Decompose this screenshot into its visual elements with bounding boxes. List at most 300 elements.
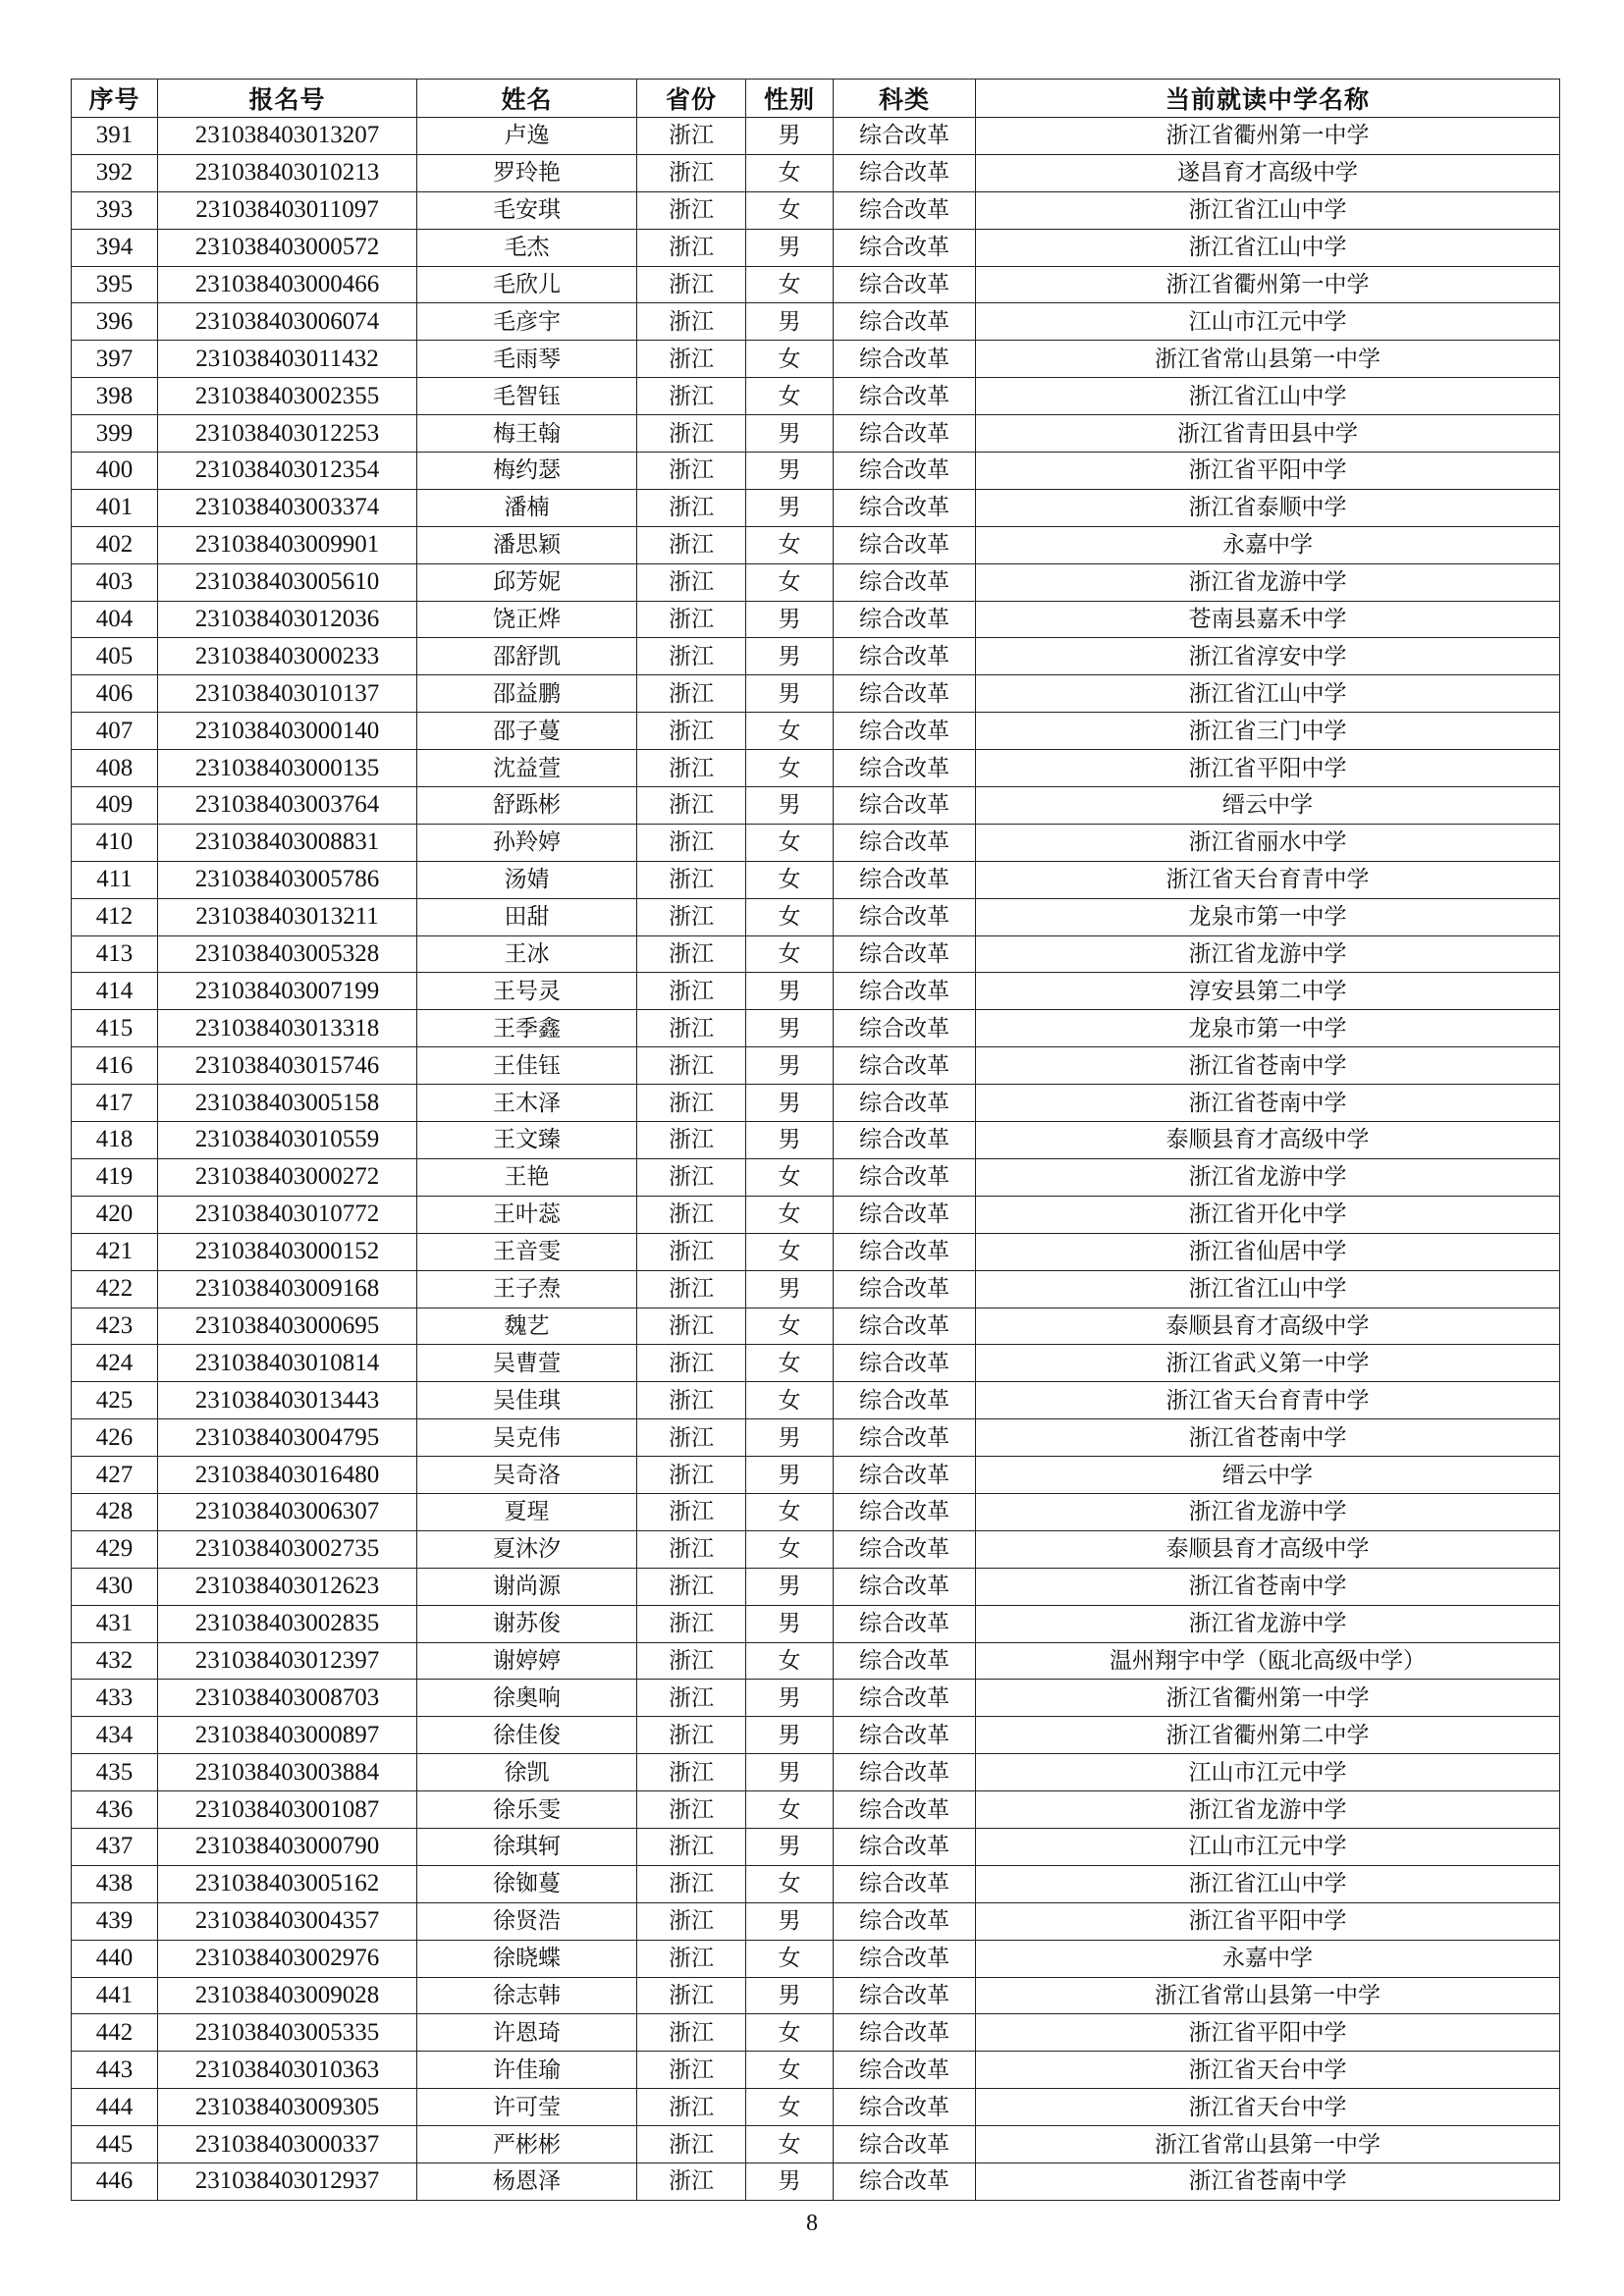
cell-province: 浙江: [637, 563, 746, 601]
cell-serial: 446: [72, 2163, 158, 2200]
header-province: 省份: [637, 80, 746, 118]
cell-province: 浙江: [637, 973, 746, 1010]
cell-school-name: 浙江省龙游中学: [976, 1493, 1560, 1530]
cell-gender: 男: [746, 1419, 834, 1457]
cell-gender: 男: [746, 229, 834, 266]
cell-school-name: 浙江省龙游中学: [976, 935, 1560, 973]
table-row: [72, 1308, 1560, 1345]
table-row: [72, 1754, 1560, 1791]
cell-serial: 408: [72, 750, 158, 787]
cell-school-name: 江山市江元中学: [976, 1754, 1560, 1791]
cell-province: 浙江: [637, 1196, 746, 1233]
cell-subject-category: 综合改革: [834, 2126, 976, 2163]
cell-school-name: 龙泉市第一中学: [976, 898, 1560, 935]
cell-province: 浙江: [637, 2014, 746, 2052]
cell-subject-category: 综合改革: [834, 1382, 976, 1419]
cell-serial: 427: [72, 1457, 158, 1494]
cell-province: 浙江: [637, 1680, 746, 1717]
cell-registration-number: 231038403000272: [158, 1158, 417, 1196]
cell-serial: 439: [72, 1902, 158, 1940]
table-row: [72, 453, 1560, 490]
cell-registration-number: 231038403012253: [158, 415, 417, 453]
table-row: [72, 1419, 1560, 1457]
cell-name: 吴奇洛: [417, 1457, 637, 1494]
cell-serial: 406: [72, 675, 158, 713]
cell-school-name: 泰顺县育才高级中学: [976, 1308, 1560, 1345]
cell-gender: 男: [746, 1270, 834, 1308]
cell-province: 浙江: [637, 341, 746, 378]
cell-subject-category: 综合改革: [834, 973, 976, 1010]
cell-serial: 398: [72, 378, 158, 415]
cell-serial: 441: [72, 1977, 158, 2014]
cell-subject-category: 综合改革: [834, 1085, 976, 1122]
table-row: [72, 1345, 1560, 1382]
cell-registration-number: 231038403000152: [158, 1233, 417, 1270]
cell-registration-number: 231038403000695: [158, 1308, 417, 1345]
cell-gender: 男: [746, 1085, 834, 1122]
cell-school-name: 缙云中学: [976, 787, 1560, 825]
cell-school-name: 浙江省三门中学: [976, 713, 1560, 750]
cell-serial: 436: [72, 1791, 158, 1829]
cell-name: 谢婷婷: [417, 1642, 637, 1680]
cell-serial: 410: [72, 824, 158, 861]
cell-registration-number: 231038403013318: [158, 1010, 417, 1047]
cell-school-name: 浙江省平阳中学: [976, 750, 1560, 787]
cell-subject-category: 综合改革: [834, 378, 976, 415]
cell-subject-category: 综合改革: [834, 638, 976, 675]
cell-gender: 女: [746, 1940, 834, 1977]
cell-name: 王文臻: [417, 1122, 637, 1159]
cell-serial: 430: [72, 1568, 158, 1605]
cell-serial: 422: [72, 1270, 158, 1308]
table-row: [72, 898, 1560, 935]
cell-gender: 女: [746, 1345, 834, 1382]
cell-registration-number: 231038403015746: [158, 1047, 417, 1085]
table-row: [72, 1717, 1560, 1754]
cell-serial: 412: [72, 898, 158, 935]
cell-name: 王子焘: [417, 1270, 637, 1308]
cell-gender: 女: [746, 2126, 834, 2163]
cell-serial: 393: [72, 191, 158, 229]
cell-serial: 428: [72, 1493, 158, 1530]
cell-school-name: 浙江省龙游中学: [976, 1605, 1560, 1642]
cell-province: 浙江: [637, 1605, 746, 1642]
cell-school-name: 浙江省仙居中学: [976, 1233, 1560, 1270]
cell-name: 王佳钰: [417, 1047, 637, 1085]
cell-province: 浙江: [637, 1717, 746, 1754]
cell-name: 梅约瑟: [417, 453, 637, 490]
cell-name: 徐凯: [417, 1754, 637, 1791]
cell-name: 吴曹萱: [417, 1345, 637, 1382]
cell-province: 浙江: [637, 898, 746, 935]
cell-gender: 男: [746, 118, 834, 155]
cell-name: 王艳: [417, 1158, 637, 1196]
table-row: [72, 489, 1560, 526]
cell-school-name: 浙江省苍南中学: [976, 1568, 1560, 1605]
cell-province: 浙江: [637, 787, 746, 825]
cell-gender: 女: [746, 824, 834, 861]
cell-school-name: 浙江省江山中学: [976, 1270, 1560, 1308]
cell-gender: 男: [746, 1457, 834, 1494]
cell-serial: 409: [72, 787, 158, 825]
cell-name: 严彬彬: [417, 2126, 637, 2163]
table-row: [72, 1791, 1560, 1829]
cell-gender: 男: [746, 2163, 834, 2200]
cell-serial: 405: [72, 638, 158, 675]
cell-subject-category: 综合改革: [834, 1717, 976, 1754]
table-row: [72, 1605, 1560, 1642]
cell-province: 浙江: [637, 2089, 746, 2126]
table-row: [72, 1047, 1560, 1085]
cell-registration-number: 231038403007199: [158, 973, 417, 1010]
cell-name: 王叶蕊: [417, 1196, 637, 1233]
cell-registration-number: 231038403004357: [158, 1902, 417, 1940]
table-row: [72, 1382, 1560, 1419]
table-row: [72, 341, 1560, 378]
cell-school-name: 浙江省苍南中学: [976, 1419, 1560, 1457]
cell-gender: 女: [746, 861, 834, 898]
cell-name: 毛欣儿: [417, 266, 637, 303]
cell-gender: 女: [746, 1791, 834, 1829]
cell-registration-number: 231038403010363: [158, 2052, 417, 2089]
cell-name: 吴克伟: [417, 1419, 637, 1457]
cell-serial: 394: [72, 229, 158, 266]
cell-name: 徐琪轲: [417, 1828, 637, 1865]
cell-name: 潘思颖: [417, 526, 637, 563]
cell-registration-number: 231038403012937: [158, 2163, 417, 2200]
cell-registration-number: 231038403005335: [158, 2014, 417, 2052]
cell-province: 浙江: [637, 675, 746, 713]
cell-gender: 男: [746, 675, 834, 713]
cell-subject-category: 综合改革: [834, 415, 976, 453]
cell-school-name: 浙江省苍南中学: [976, 1047, 1560, 1085]
cell-name: 夏瑆: [417, 1493, 637, 1530]
cell-serial: 421: [72, 1233, 158, 1270]
cell-serial: 431: [72, 1605, 158, 1642]
cell-serial: 420: [72, 1196, 158, 1233]
cell-registration-number: 231038403000466: [158, 266, 417, 303]
cell-gender: 男: [746, 303, 834, 341]
cell-name: 邵益鹏: [417, 675, 637, 713]
cell-province: 浙江: [637, 1754, 746, 1791]
cell-name: 谢苏俊: [417, 1605, 637, 1642]
header-subject-category: 科类: [834, 80, 976, 118]
cell-subject-category: 综合改革: [834, 341, 976, 378]
cell-subject-category: 综合改革: [834, 898, 976, 935]
cell-province: 浙江: [637, 1530, 746, 1568]
cell-subject-category: 综合改革: [834, 675, 976, 713]
cell-gender: 男: [746, 1717, 834, 1754]
cell-serial: 414: [72, 973, 158, 1010]
cell-name: 罗玲艳: [417, 154, 637, 191]
cell-serial: 404: [72, 601, 158, 638]
cell-gender: 男: [746, 453, 834, 490]
cell-registration-number: 231038403005158: [158, 1085, 417, 1122]
header-school-name: 当前就读中学名称: [976, 80, 1560, 118]
cell-serial: 401: [72, 489, 158, 526]
cell-registration-number: 231038403000790: [158, 1828, 417, 1865]
cell-gender: 男: [746, 1902, 834, 1940]
header-serial: 序号: [72, 80, 158, 118]
cell-subject-category: 综合改革: [834, 1493, 976, 1530]
cell-province: 浙江: [637, 824, 746, 861]
cell-school-name: 浙江省衢州第一中学: [976, 1680, 1560, 1717]
cell-registration-number: 231038403003764: [158, 787, 417, 825]
table-row: [72, 861, 1560, 898]
cell-serial: 423: [72, 1308, 158, 1345]
cell-gender: 女: [746, 563, 834, 601]
cell-province: 浙江: [637, 1010, 746, 1047]
cell-school-name: 浙江省衢州第一中学: [976, 266, 1560, 303]
cell-school-name: 浙江省龙游中学: [976, 563, 1560, 601]
cell-school-name: 江山市江元中学: [976, 303, 1560, 341]
cell-registration-number: 231038403000140: [158, 713, 417, 750]
cell-school-name: 浙江省青田县中学: [976, 415, 1560, 453]
cell-serial: 432: [72, 1642, 158, 1680]
cell-subject-category: 综合改革: [834, 1865, 976, 1902]
cell-school-name: 江山市江元中学: [976, 1828, 1560, 1865]
table-row: [72, 415, 1560, 453]
cell-gender: 女: [746, 191, 834, 229]
cell-school-name: 浙江省衢州第一中学: [976, 118, 1560, 155]
cell-name: 魏艺: [417, 1308, 637, 1345]
table-header: [72, 80, 1560, 118]
table-row: [72, 563, 1560, 601]
table-row: [72, 824, 1560, 861]
table-body: [72, 118, 1560, 2201]
cell-school-name: 浙江省常山县第一中学: [976, 2126, 1560, 2163]
cell-subject-category: 综合改革: [834, 935, 976, 973]
table-row: [72, 750, 1560, 787]
admission-roster-table: [71, 79, 1560, 2201]
cell-registration-number: 231038403013443: [158, 1382, 417, 1419]
cell-province: 浙江: [637, 1902, 746, 1940]
table-row: [72, 118, 1560, 155]
cell-name: 毛雨琴: [417, 341, 637, 378]
cell-subject-category: 综合改革: [834, 1530, 976, 1568]
header-gender: 性别: [746, 80, 834, 118]
table-row: [72, 2014, 1560, 2052]
cell-serial: 433: [72, 1680, 158, 1717]
cell-registration-number: 231038403010772: [158, 1196, 417, 1233]
cell-registration-number: 231038403008831: [158, 824, 417, 861]
cell-serial: 402: [72, 526, 158, 563]
cell-subject-category: 综合改革: [834, 1270, 976, 1308]
table-row: [72, 1940, 1560, 1977]
cell-name: 王音雯: [417, 1233, 637, 1270]
cell-province: 浙江: [637, 1457, 746, 1494]
cell-registration-number: 231038403009168: [158, 1270, 417, 1308]
cell-subject-category: 综合改革: [834, 1568, 976, 1605]
cell-province: 浙江: [637, 1270, 746, 1308]
cell-registration-number: 231038403002735: [158, 1530, 417, 1568]
cell-registration-number: 231038403012036: [158, 601, 417, 638]
cell-province: 浙江: [637, 1085, 746, 1122]
cell-name: 饶正烨: [417, 601, 637, 638]
cell-registration-number: 231038403000135: [158, 750, 417, 787]
cell-gender: 女: [746, 2089, 834, 2126]
cell-name: 徐贤浩: [417, 1902, 637, 1940]
table-row: [72, 2126, 1560, 2163]
cell-subject-category: 综合改革: [834, 713, 976, 750]
cell-registration-number: 231038403008703: [158, 1680, 417, 1717]
cell-registration-number: 231038403013207: [158, 118, 417, 155]
cell-gender: 男: [746, 1754, 834, 1791]
cell-registration-number: 231038403009028: [158, 1977, 417, 2014]
cell-registration-number: 231038403001087: [158, 1791, 417, 1829]
cell-school-name: 浙江省开化中学: [976, 1196, 1560, 1233]
table-row: [72, 2089, 1560, 2126]
cell-serial: 442: [72, 2014, 158, 2052]
cell-name: 徐铷蔓: [417, 1865, 637, 1902]
cell-school-name: 龙泉市第一中学: [976, 1010, 1560, 1047]
table-row: [72, 1865, 1560, 1902]
cell-school-name: 浙江省江山中学: [976, 378, 1560, 415]
cell-serial: 397: [72, 341, 158, 378]
cell-registration-number: 231038403011432: [158, 341, 417, 378]
cell-registration-number: 231038403012623: [158, 1568, 417, 1605]
header-name: 姓名: [417, 80, 637, 118]
table-row: [72, 2052, 1560, 2089]
cell-serial: 395: [72, 266, 158, 303]
cell-school-name: 浙江省常山县第一中学: [976, 341, 1560, 378]
cell-school-name: 浙江省天台中学: [976, 2052, 1560, 2089]
cell-name: 王木泽: [417, 1085, 637, 1122]
cell-name: 毛安琪: [417, 191, 637, 229]
table-row: [72, 1828, 1560, 1865]
cell-gender: 女: [746, 1382, 834, 1419]
cell-gender: 男: [746, 1828, 834, 1865]
cell-subject-category: 综合改革: [834, 1308, 976, 1345]
cell-serial: 435: [72, 1754, 158, 1791]
table-row: [72, 229, 1560, 266]
cell-registration-number: 231038403005162: [158, 1865, 417, 1902]
cell-province: 浙江: [637, 2126, 746, 2163]
cell-subject-category: 综合改革: [834, 563, 976, 601]
cell-province: 浙江: [637, 601, 746, 638]
cell-subject-category: 综合改革: [834, 2163, 976, 2200]
cell-gender: 男: [746, 1122, 834, 1159]
cell-school-name: 永嘉中学: [976, 526, 1560, 563]
table-row: [72, 601, 1560, 638]
cell-school-name: 浙江省平阳中学: [976, 1902, 1560, 1940]
cell-school-name: 浙江省江山中学: [976, 1865, 1560, 1902]
table-row: [72, 713, 1560, 750]
table-row: [72, 378, 1560, 415]
cell-gender: 男: [746, 1568, 834, 1605]
cell-subject-category: 综合改革: [834, 154, 976, 191]
cell-registration-number: 231038403000572: [158, 229, 417, 266]
cell-province: 浙江: [637, 935, 746, 973]
cell-serial: 424: [72, 1345, 158, 1382]
cell-gender: 女: [746, 935, 834, 973]
cell-gender: 女: [746, 341, 834, 378]
cell-serial: 437: [72, 1828, 158, 1865]
cell-registration-number: 231038403004795: [158, 1419, 417, 1457]
table-row: [72, 973, 1560, 1010]
cell-gender: 男: [746, 787, 834, 825]
cell-registration-number: 231038403000233: [158, 638, 417, 675]
cell-gender: 女: [746, 1308, 834, 1345]
cell-registration-number: 231038403010814: [158, 1345, 417, 1382]
cell-gender: 女: [746, 2052, 834, 2089]
table-row: [72, 1270, 1560, 1308]
cell-school-name: 浙江省平阳中学: [976, 2014, 1560, 2052]
cell-serial: 443: [72, 2052, 158, 2089]
cell-gender: 女: [746, 1233, 834, 1270]
cell-name: 梅王翰: [417, 415, 637, 453]
table-row: [72, 675, 1560, 713]
table-row: [72, 1233, 1560, 1270]
cell-subject-category: 综合改革: [834, 1828, 976, 1865]
cell-province: 浙江: [637, 378, 746, 415]
cell-subject-category: 综合改革: [834, 750, 976, 787]
cell-serial: 407: [72, 713, 158, 750]
cell-gender: 男: [746, 601, 834, 638]
cell-school-name: 淳安县第二中学: [976, 973, 1560, 1010]
cell-school-name: 永嘉中学: [976, 1940, 1560, 1977]
cell-name: 谢尚源: [417, 1568, 637, 1605]
cell-subject-category: 综合改革: [834, 787, 976, 825]
cell-serial: 396: [72, 303, 158, 341]
header-row: [72, 80, 1560, 118]
table-row: [72, 191, 1560, 229]
cell-province: 浙江: [637, 1122, 746, 1159]
cell-serial: 418: [72, 1122, 158, 1159]
cell-registration-number: 231038403005786: [158, 861, 417, 898]
cell-registration-number: 231038403010137: [158, 675, 417, 713]
cell-name: 许可莹: [417, 2089, 637, 2126]
cell-name: 孙羚婷: [417, 824, 637, 861]
cell-subject-category: 综合改革: [834, 1233, 976, 1270]
table-row: [72, 1158, 1560, 1196]
cell-subject-category: 综合改革: [834, 266, 976, 303]
cell-serial: 415: [72, 1010, 158, 1047]
cell-gender: 女: [746, 750, 834, 787]
cell-subject-category: 综合改革: [834, 2089, 976, 2126]
table-row: [72, 1493, 1560, 1530]
cell-gender: 女: [746, 713, 834, 750]
cell-subject-category: 综合改革: [834, 1010, 976, 1047]
cell-province: 浙江: [637, 303, 746, 341]
cell-province: 浙江: [637, 1493, 746, 1530]
cell-name: 王冰: [417, 935, 637, 973]
cell-subject-category: 综合改革: [834, 1047, 976, 1085]
cell-subject-category: 综合改革: [834, 1345, 976, 1382]
cell-name: 汤婧: [417, 861, 637, 898]
cell-school-name: 缙云中学: [976, 1457, 1560, 1494]
cell-name: 徐佳俊: [417, 1717, 637, 1754]
cell-gender: 女: [746, 1865, 834, 1902]
cell-subject-category: 综合改革: [834, 118, 976, 155]
cell-serial: 425: [72, 1382, 158, 1419]
cell-name: 王号灵: [417, 973, 637, 1010]
table-row: [72, 1680, 1560, 1717]
table-row: [72, 935, 1560, 973]
cell-registration-number: 231038403000337: [158, 2126, 417, 2163]
cell-province: 浙江: [637, 750, 746, 787]
cell-registration-number: 231038403002976: [158, 1940, 417, 1977]
cell-serial: 445: [72, 2126, 158, 2163]
cell-serial: 440: [72, 1940, 158, 1977]
cell-registration-number: 231038403010559: [158, 1122, 417, 1159]
cell-subject-category: 综合改革: [834, 824, 976, 861]
cell-serial: 391: [72, 118, 158, 155]
cell-province: 浙江: [637, 1158, 746, 1196]
cell-serial: 429: [72, 1530, 158, 1568]
table-row: [72, 1568, 1560, 1605]
table-row: [72, 526, 1560, 563]
